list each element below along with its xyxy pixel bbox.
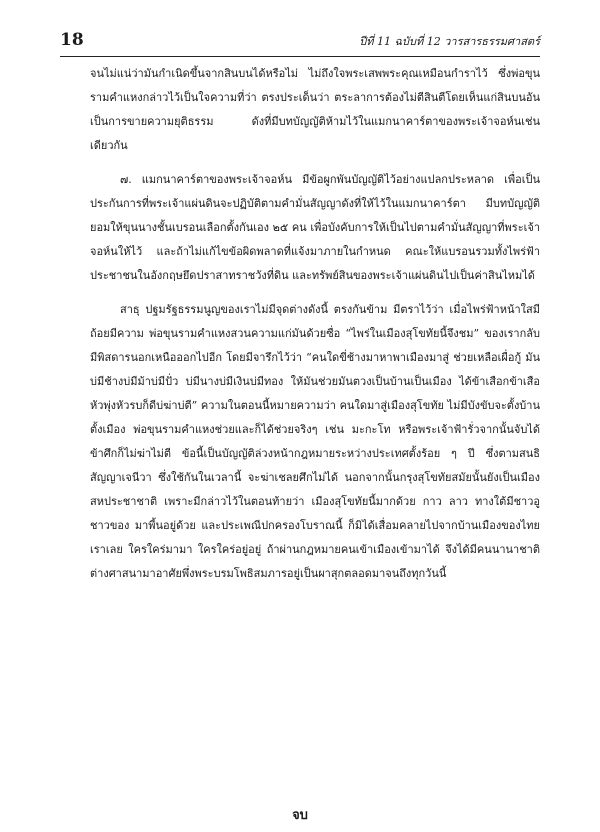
header-rule (60, 56, 540, 57)
paragraph: ๗. แมกนาคาร์ตาของพระเจ้าจอห์น มีข้อผูกพันบัญญัติไว้อย่างแปลกประหลาด เพื่อเป็นประกันการที่พระเจ้าแผ่นดินจะปฏิบัติตามคำมั่นสัญญาดังที่ให้ไว้ในแมกนาคาร์ตา มีบทบัญญัติยอมให้ขุนนางชั้นเบรอนเลือกตั้งกันเอง ๒๕ คน เพื่อบังคับการให้เป็นไปตามคำมั่นสัญญาที่พระเจ้าจอห์นให้ไว้ และถ้าไม่แก้ไขข้อผิดพลาดที่แจ้งมาภายในกำหนด คณะให้แบรอนรวมทั้งไพร่ฟ้าประชาชนในอังกฤษยึดปราสาทราชวังที่ดิน และทรัพย์สินของพระเจ้าแผ่นดินไปเป็นค่าสินไหมได้ (90, 173, 540, 282)
page-number: 18 (60, 30, 84, 50)
page-header (60, 30, 540, 54)
paragraph: จนไม่แน่ว่ามันกำเนิดขึ้นจากสินบนได้หรือไม่ ไม่ถึงใจพระเสพพระคุณเหมือนกำราไว้ ซึ่งพ่อขุนรามคำแหงกล่าวไว้เป็นใจความที่ว่า ตรงประเด็นว่า ตระลาการต้องไม่ตีสินตีโดยเห็นแก่สินบนอันเป็นการขายความยุติธรรม ดังที่มีบทบัญญัติห้ามไว้ในแมกนาคาร์ตาของพระเจ้าจอห์นเช่นเดียวกัน (90, 67, 540, 152)
body-text (90, 62, 540, 586)
running-head: ปีที่ 11 ฉบับที่ 12 วารสารธรรมศาสตร์ (359, 35, 540, 48)
end-mark: จบ (292, 808, 308, 823)
paragraph: สาธุ ปฐมรัฐธรรมนูญของเราไม่มีจุดต่างดังนี้ ตรงกันข้าม มีตราไว้ว่า เมื่อไพร่ฟ้าหน้าใสมีถ้อยมีความ พ่อขุนรามคำแหงสวนความแก่มันด้วยซื่อ “ไพร่ในเมืองสุโขทัยนี้จึงชม” ของเรากลับมีพิสดารนอกเหนือออกไปอีก โดยมีจารึกไว้ว่า “คนใดขี่ช้างมาหาพาเมืองมาสู่ ช่วยเหลือเผื่อกู้ มันบ่มีช้างบ่มีม้าบ่มีปั่ว บ่มีนางบ่มีเงินบ่มีทอง ให้มันช่วยมันตวงเป็นบ้านเป็นเมือง ได้ข้าเสือกข้าเสือหัวพุ่งหัวรบก็ดีบ่ฆ่าบ่ตี” ความในตอนนี้หมายความว่า คนใดมาสู่เมืองสุโขทัย ไม่มีบังขับจะตั้งบ้านตั้งเมือง พ่อขุนรามคำแหงช่วยและก็ได้ช่วยจริงๆ เช่น มะกะโท หรือพระเจ้าฟ้ารั่วจากนั้นจับได้ข้าศึกก็ไม่ฆ่าไม่ตี ข้อนี้เป็นบัญญัติล่วงหน้ากฎหมายระหว่างประเทศตั้งร้อย ๆ ปี ซึ่งตามสนธิสัญญาเจนีวา ซึ่งใช้กันในเวลานี้ จะฆ่าเชลยศึกไม่ได้ นอกจากนั้นกรุงสุโขทัยสมัยนั้นยังเป็นเมืองสหประชาชาติ เพราะมีกล่าวไว้ในตอนท้ายว่า เมืองสุโขทัยนี้มากด้วย กาว ลาว ทางใต้มีชาวอู ชาวของ มาพี้นอยู่ด้วย และประเพณีปกครองโบราณนี้ ก็มิได้เสื่อมคลายไปจากบ้านเมืองของไทยเราเลย ใครใคร่มามา ใครใคร่อยู่อยู่ ถ้าผ่านกฎหมายคนเข้าเมืองเข้ามาได้ จึงได้มีคนนานาชาติต่างศาสนามาอาศัยพึ่งพระบรมโพธิสมภารอยู่เป็นผาสุกตลอดมาจนถึงทุกวันนี้ (90, 303, 540, 580)
